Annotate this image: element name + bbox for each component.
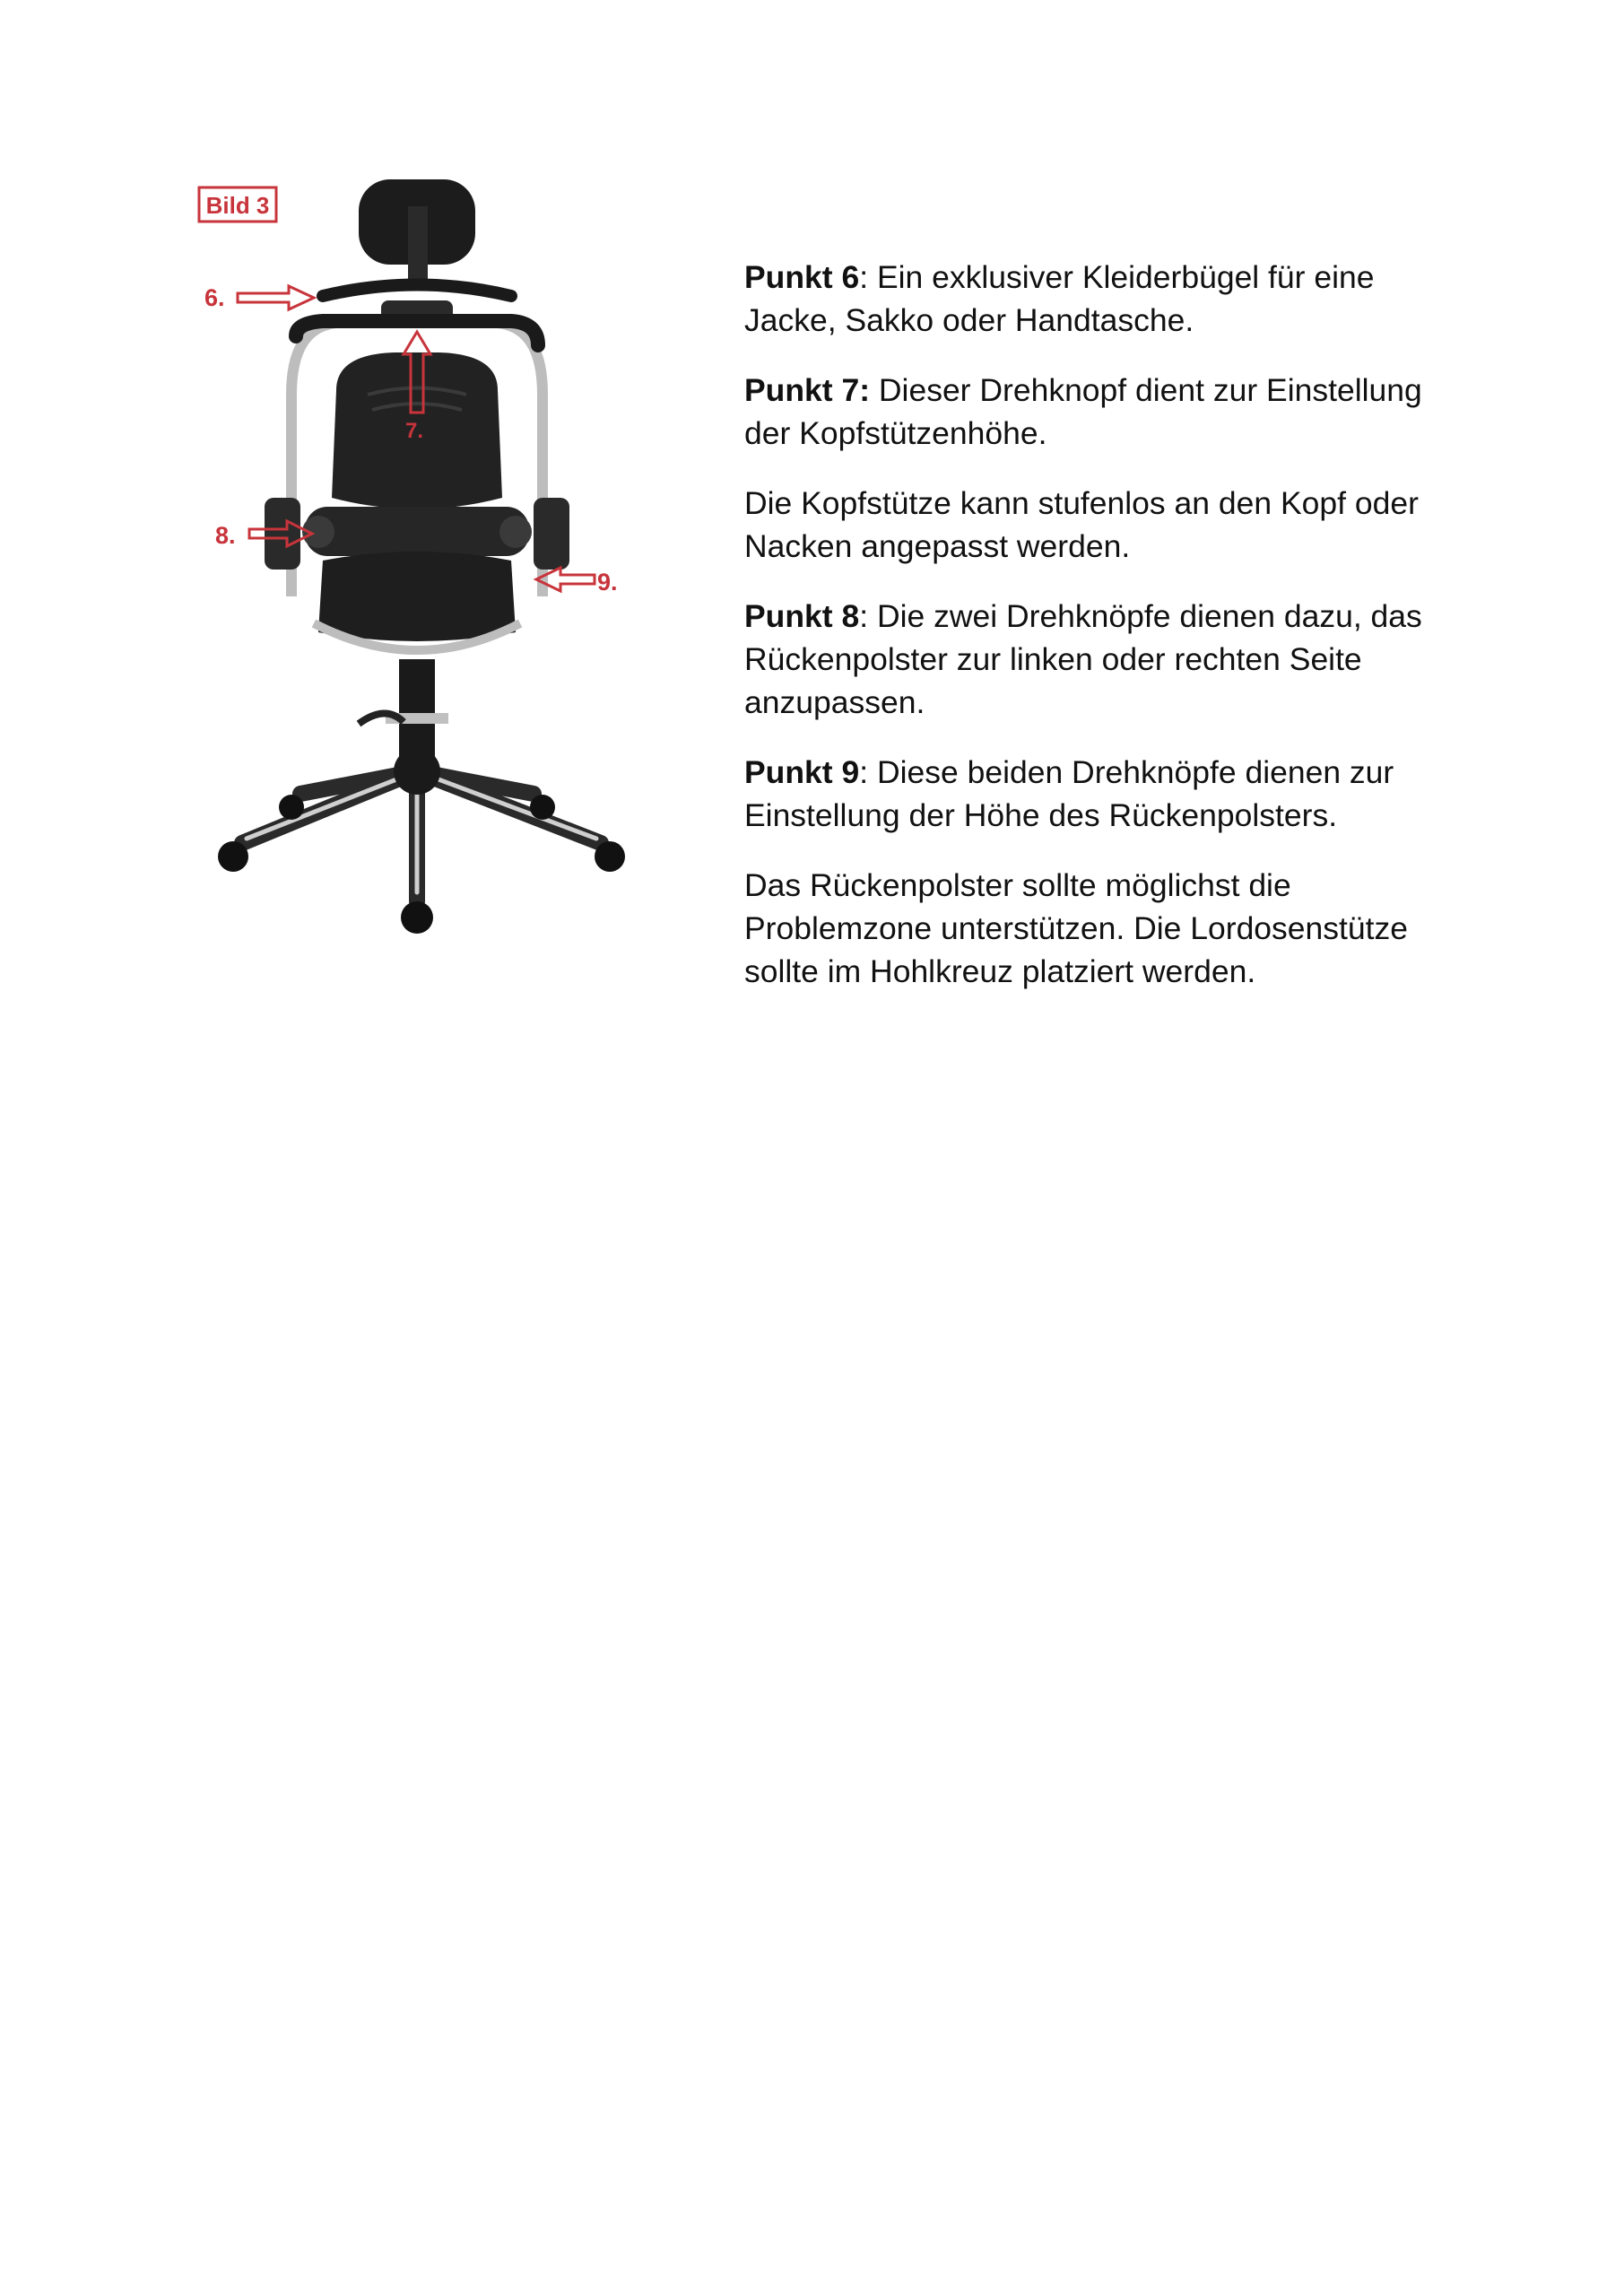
paragraph-punkt-7 (744, 369, 1462, 455)
caster (401, 901, 433, 934)
paragraph-punkt-9: Punkt 9: Diese beiden Drehknöpfe dienen zur Einstellung der Höhe des Rückenpolsters. (744, 754, 1394, 833)
chair-figure (179, 175, 717, 973)
caster (218, 841, 248, 872)
figure-caption: Bild 3 (205, 192, 270, 219)
paragraph-lead: Punkt 7: (744, 372, 871, 408)
paragraph-lead: Punkt 6 (744, 259, 860, 295)
paragraph-text: Diese beiden Drehknöpfe dienen zur Einstellung der Höhe des Rückenpolsters. (744, 754, 1394, 833)
paragraph-text: Ein exklusiver Kleiderbügel für eine Jacke, Sakko oder Handtasche. (744, 259, 1375, 338)
caster (279, 795, 304, 820)
coat-hanger (323, 285, 511, 297)
paragraph-backrest-note (744, 864, 1462, 993)
paragraph-lead: Punkt 9 (744, 754, 860, 790)
paragraph-text: Das Rückenpolster sollte möglichst die Problemzone unterstützen. Die Lordosenstütze sollte im Hohlkreuz platziert werden. (744, 867, 1409, 989)
paragraph-text: Dieser Drehknopf dient zur Einstellung der Kopfstützenhöhe. (744, 372, 1422, 451)
paragraph-text: Die zwei Drehknöpfe dienen dazu, das Rückenpolster zur linken oder rechten Seite anzupassen. (744, 598, 1422, 720)
paragraph-text: Die Kopfstütze kann stufenlos an den Kopf oder Nacken angepasst werden. (744, 485, 1419, 564)
paragraph-lead: Punkt 8 (744, 598, 860, 634)
paragraph-punkt-6: Punkt 6: Ein exklusiver Kleiderbügel für eine Jacke, Sakko oder Handtasche. (744, 259, 1375, 338)
marker-8: 8. (215, 522, 236, 549)
lumbar-pad (305, 507, 529, 556)
marker-7: 7. (405, 419, 424, 443)
marker-6: 6. (204, 284, 225, 311)
caster (595, 841, 625, 872)
gas-column (399, 659, 435, 758)
caster (530, 795, 555, 820)
office-chair-photo (179, 175, 717, 973)
seat (318, 552, 516, 641)
marker-9: 9. (597, 569, 618, 596)
arrow-right-icon (238, 286, 314, 309)
description-column (744, 256, 1462, 1020)
right-knob (499, 516, 532, 548)
paragraph-punkt-8: Punkt 8: Die zwei Drehknöpfe dienen dazu, das Rückenpolster zur linken oder rechten Seite anzupassen. (744, 598, 1422, 720)
paragraph-headrest-note (744, 482, 1462, 568)
